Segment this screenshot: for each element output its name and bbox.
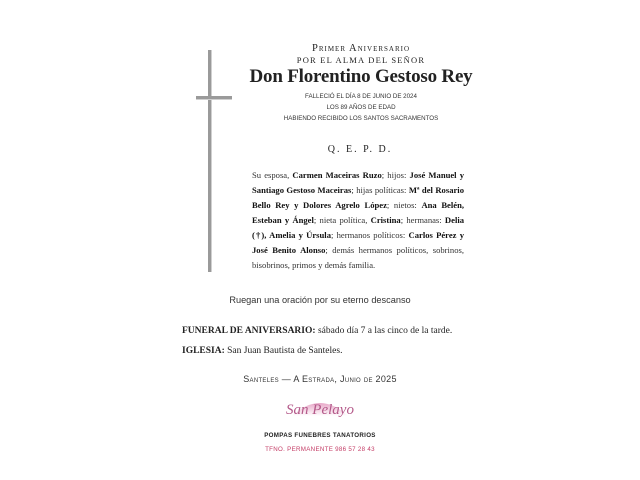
death-date: FALLECIÓ EL DÍA 8 DE JUNIO DE 2024	[305, 93, 417, 100]
funeral-label: FUNERAL DE ANIVERSARIO:	[182, 326, 316, 336]
company-tagline: POMPAS FUNEBRES TANATORIOS	[264, 432, 376, 439]
cross-icon	[194, 48, 234, 274]
place-date: Santeles — A Estrada, Junio de 2025	[243, 374, 397, 384]
age-line: LOS 89 AÑOS DE EDAD	[326, 104, 396, 111]
church-label: IGLESIA:	[182, 346, 225, 356]
deceased-name: Don Florentino Gestoso Rey	[249, 66, 473, 87]
funeral-home-name: San Pelayo	[286, 402, 354, 418]
sacraments-line: HABIENDO RECIBIDO LOS SANTOS SACRAMENTOS	[283, 115, 439, 122]
family-paragraph: Su esposa, Carmen Maceiras Ruzo; hijos: José Manuel y Santiago Gestoso Maceiras; hijas políticas: Mª del Rosario Bello Rey y Dolores Agrelo López; nietos: Ana Belén, Esteban y Ángel; nieta política, Cristina; hermanas: Delia (†), Amelia y Úrsula; hermanos políticos: Carlos Pérez y José Benito Alonso; demás hermanos políticos, sobrinos, bisobrinos, primos y demás familia.	[252, 170, 465, 270]
for-the-soul-line: POR EL ALMA DEL SEÑOR	[296, 55, 426, 65]
church-text: San Juan Bautista de Santeles.	[224, 346, 343, 356]
qepd: Q. E. P. D.	[327, 144, 393, 155]
church-info	[182, 346, 342, 356]
prayer-request: Ruegan una oración por su eterno descanso	[229, 295, 411, 305]
company-phone: TFNO. PERMANENTE 986 57 28 43	[265, 446, 375, 453]
anniversary-title: Primer Aniversario	[311, 43, 411, 54]
funeral-info	[182, 326, 452, 336]
funeral-text: sábado día 7 a las cinco de la tarde.	[315, 326, 453, 336]
